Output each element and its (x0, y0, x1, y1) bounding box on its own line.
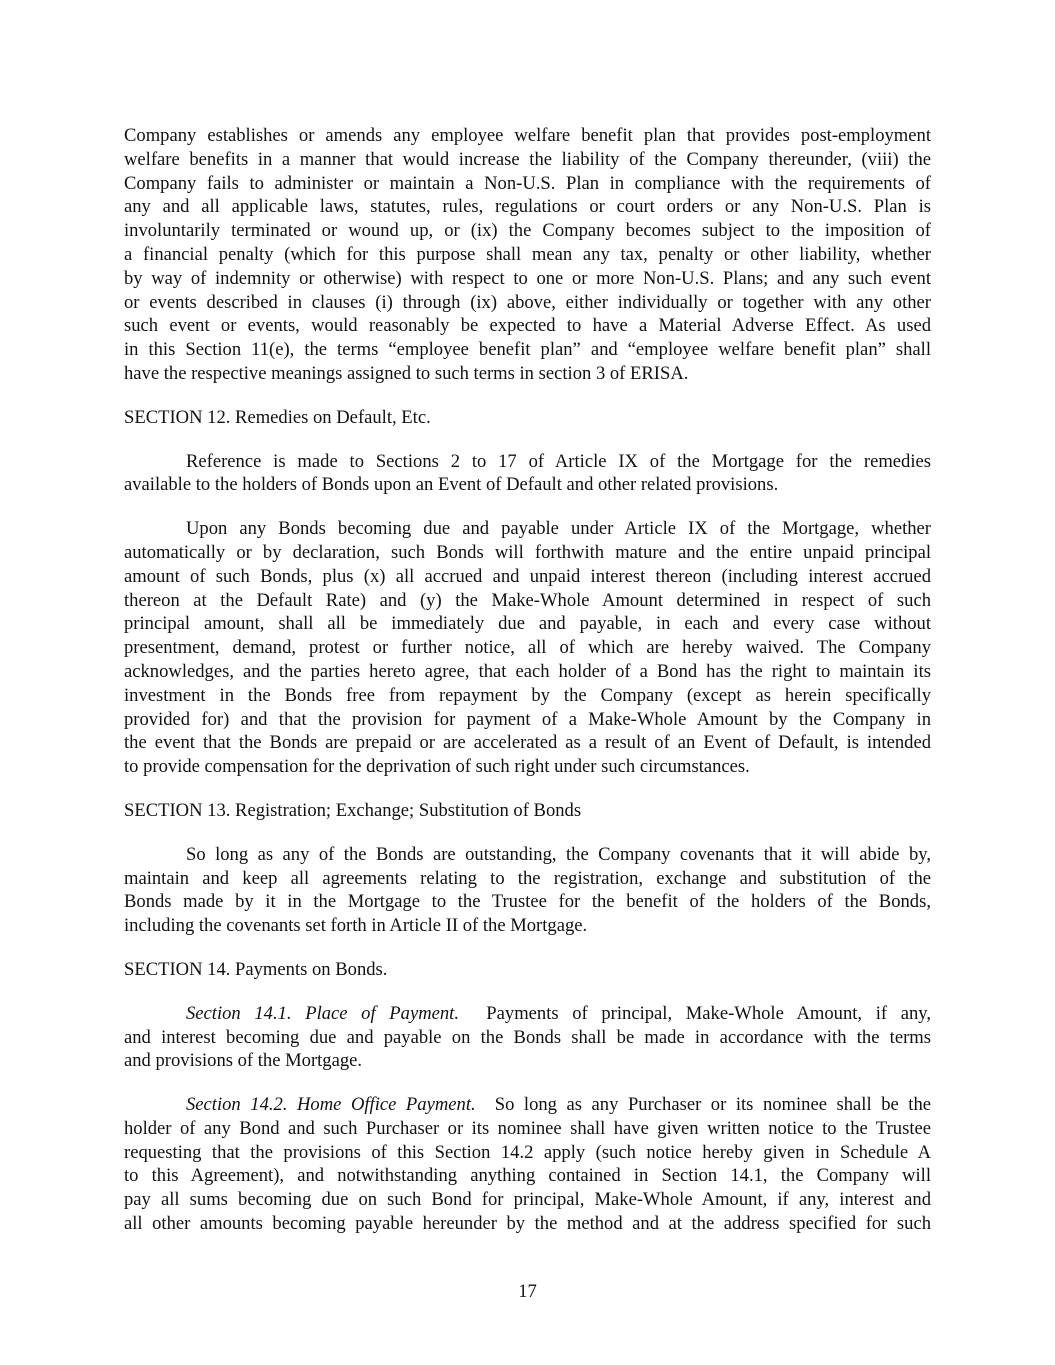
text-line: acknowledges, and the parties hereto agree, that each holder of a Bond has the right to maintain its (124, 660, 931, 682)
text-line: Bonds made by it in the Mortgage to the Trustee for the benefit of the holders of the Bonds, (124, 891, 931, 913)
paragraph-section-11e-continuation (124, 124, 931, 386)
text-run: Payments of principal, Make-Whole Amount, if any, (486, 1002, 932, 1024)
text-line: thereon at the Default Rate) and (y) the Make-Whole Amount determined in respect of such (124, 589, 931, 611)
section-12-heading: SECTION 12. Remedies on Default, Etc. (124, 406, 431, 428)
page-number: 17 (518, 1281, 537, 1302)
section-14-heading: SECTION 14. Payments on Bonds. (124, 958, 388, 980)
paragraph-gap (124, 982, 931, 1002)
text-line: and provisions of the Mortgage. (124, 1050, 363, 1072)
text-line: the event that the Bonds are prepaid or are accelerated as a result of an Event of Default, is intended (124, 732, 931, 754)
paragraph-section-13-covenants (124, 843, 931, 938)
paragraph-section-12-acceleration (124, 517, 931, 779)
text-line: and interest becoming due and payable on the Bonds shall be made in accordance with the terms (124, 1026, 931, 1048)
text-line: or events described in clauses (i) through (ix) above, either individually or together with any other (124, 291, 931, 313)
paragraph-section-12-remedies-reference (124, 450, 931, 498)
text-line: investment in the Bonds free from repayment by the Company (except as herein specifically (124, 684, 931, 706)
text-line: requesting that the provisions of this Section 14.2 apply (such notice hereby given in Schedule A (124, 1141, 931, 1163)
text-line: So long as any of the Bonds are outstanding, the Company covenants that it will abide by, (186, 843, 931, 865)
section-13-heading: SECTION 13. Registration; Exchange; Substitution of Bonds (124, 799, 582, 821)
text-line: to this Agreement), and notwithstanding anything contained in Section 14.1, the Company will (124, 1165, 931, 1187)
text-line: Company establishes or amends any employee welfare benefit plan that provides post-employment (124, 125, 931, 146)
text-line: Reference is made to Sections 2 to 17 of Article IX of the Mortgage for the remedies (186, 450, 931, 472)
text-line (124, 1002, 931, 1026)
subsection-title: Section 14.2. Home Office Payment. (186, 1094, 476, 1116)
text-line: Company fails to administer or maintain a Non-U.S. Plan in compliance with the requirements of (124, 172, 931, 194)
text-line: amount of such Bonds, plus (x) all accrued and unpaid interest thereon (including interest accrued (124, 565, 931, 587)
text-line: such event or events, would reasonably be expected to have a Material Adverse Effect. As used (124, 315, 931, 337)
text-line: maintain and keep all agreements relating to the registration, exchange and substitution of the (124, 867, 931, 889)
text-line: all other amounts becoming payable hereunder by the method and at the address specified for such (124, 1213, 931, 1235)
text-line: any and all applicable laws, statutes, rules, regulations or court orders or any Non-U.S. Plan is (124, 196, 931, 218)
text-line: in this Section 11(e), the terms “employee benefit plan” and “employee welfare benefit plan” shall (124, 339, 931, 361)
text-line: including the covenants set forth in Article II of the Mortgage. (124, 915, 588, 937)
text-line: provided for) and that the provision for payment of a Make-Whole Amount by the Company in (124, 708, 931, 730)
text-line: a financial penalty (which for this purpose shall mean any tax, penalty or other liability, whether (124, 243, 931, 265)
text-line (124, 1093, 931, 1117)
text-line: presentment, demand, protest or further notice, all of which are hereby waived. The Company (124, 637, 931, 659)
text-line: involuntarily terminated or wound up, or (ix) the Company becomes subject to the imposition of (124, 220, 931, 242)
text-line: holder of any Bond and such Purchaser or its nominee shall have given written notice to the Trustee (124, 1117, 931, 1139)
document-page (124, 124, 931, 1236)
paragraph-gap (124, 386, 931, 406)
paragraph-section-14-1-place-of-payment (124, 1002, 931, 1073)
text-run: So long as any Purchaser or its nominee shall be the (494, 1094, 932, 1116)
paragraph-section-14-2-home-office-payment (124, 1093, 931, 1236)
text-line: by way of indemnity or otherwise) with respect to one or more Non-U.S. Plans; and any such event (124, 267, 931, 289)
paragraph-gap (124, 823, 931, 843)
text-line: welfare benefits in a manner that would increase the liability of the Company thereunder, (viii) the (124, 148, 931, 170)
text-line: principal amount, shall all be immediately due and payable, in each and every case without (124, 613, 931, 635)
paragraph-gap (124, 938, 931, 958)
paragraph-gap (124, 430, 931, 450)
paragraph-gap (124, 497, 931, 517)
text-line: pay all sums becoming due on such Bond for principal, Make-Whole Amount, if any, interest and (124, 1189, 931, 1211)
text-line: Upon any Bonds becoming due and payable under Article IX of the Mortgage, whether (186, 518, 931, 540)
paragraph-gap (124, 779, 931, 799)
subsection-title: Section 14.1. Place of Payment. (186, 1002, 459, 1024)
text-line: to provide compensation for the deprivation of such right under such circumstances. (124, 756, 750, 778)
text-line: have the respective meanings assigned to such terms in section 3 of ERISA. (124, 362, 689, 384)
paragraph-gap (124, 1073, 931, 1093)
text-line: available to the holders of Bonds upon an Event of Default and other related provisions. (124, 474, 779, 496)
text-line: automatically or by declaration, such Bonds will forthwith mature and the entire unpaid principal (124, 541, 931, 563)
